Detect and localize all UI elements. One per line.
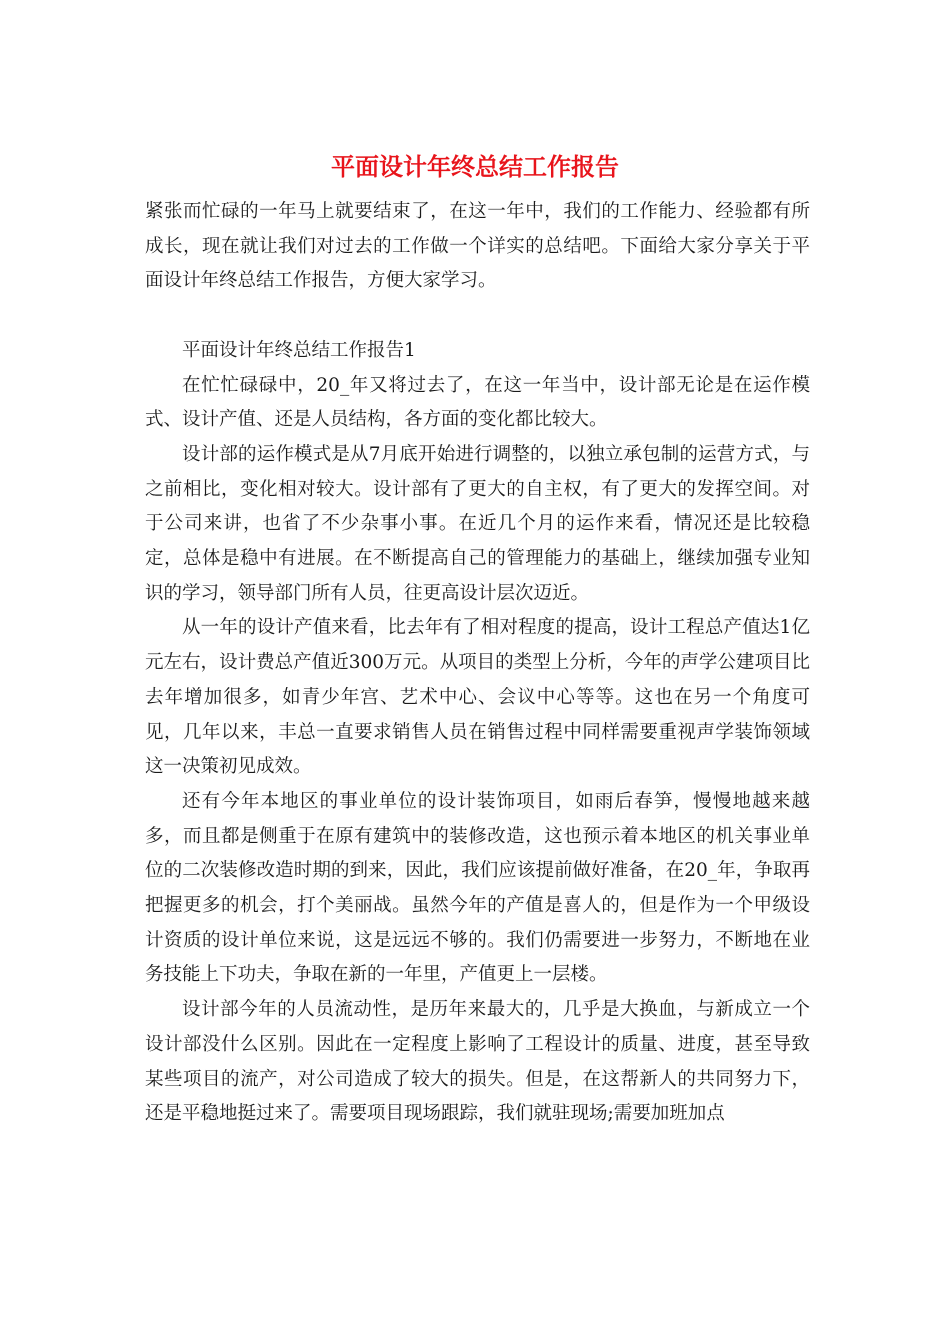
body-paragraph: 在忙忙碌碌中，20_年又将过去了，在这一年当中，设计部无论是在运作模式、设计产值、还是人员结构，各方面的变化都比较大。 xyxy=(145,374,810,431)
document-title: 平面设计年终总结工作报告 xyxy=(331,152,619,181)
document-body xyxy=(145,195,810,1132)
intro-paragraph: 紧张而忙碌的一年马上就要结束了，在这一年中，我们的工作能力、经验都有所成长，现在就让我们对过去的工作做一个详实的总结吧。下面给大家分享关于平面设计年终总结工作报告，方便大家学习。 xyxy=(145,201,810,292)
body-paragraph: 设计部今年的人员流动性，是历年来最大的，几乎是大换血，与新成立一个设计部没什么区别。因此在一定程度上影响了工程设计的质量、进度，甚至导致某些项目的流产，对公司造成了较大的损失。但是，在这帮新人的共同努力下，还是平稳地挺过来了。需要项目现场跟踪，我们就驻现场;需要加班加点 xyxy=(145,999,810,1125)
body-paragraph: 设计部的运作模式是从7月底开始进行调整的，以独立承包制的运营方式，与之前相比，变化相对较大。设计部有了更大的自主权，有了更大的发挥空间。对于公司来讲，也省了不少杂事小事。在近几个月的运作来看，情况还是比较稳定，总体是稳中有进展。在不断提高自己的管理能力的基础上，继续加强专业知识的学习，领导部门所有人员，往更高设计层次迈近。 xyxy=(145,443,810,604)
body-paragraph: 从一年的设计产值来看，比去年有了相对程度的提高，设计工程总产值达1亿元左右，设计费总产值近300万元。从项目的类型上分析，今年的声学公建项目比去年增加很多，如青少年宫、艺术中心、会议中心等等。这也在另一个角度可见，几年以来，丰总一直要求销售人员在销售过程中同样需要重视声学装饰领域这一决策初见成效。 xyxy=(145,617,810,778)
section-heading: 平面设计年终总结工作报告1 xyxy=(182,339,416,361)
body-paragraph: 还有今年本地区的事业单位的设计装饰项目，如雨后春笋，慢慢地越来越多，而且都是侧重于在原有建筑中的装修改造，这也预示着本地区的机关事业单位的二次装修改造时期的到来，因此，我们应该提前做好准备，在20_年，争取再把握更多的机会，打个美丽战。虽然今年的产值是喜人的，但是作为一个甲级设计资质的设计单位来说，这是远远不够的。我们仍需要进一步努力，不断地在业务技能上下功夫，争取在新的一年里，产值更上一层楼。 xyxy=(145,790,810,986)
